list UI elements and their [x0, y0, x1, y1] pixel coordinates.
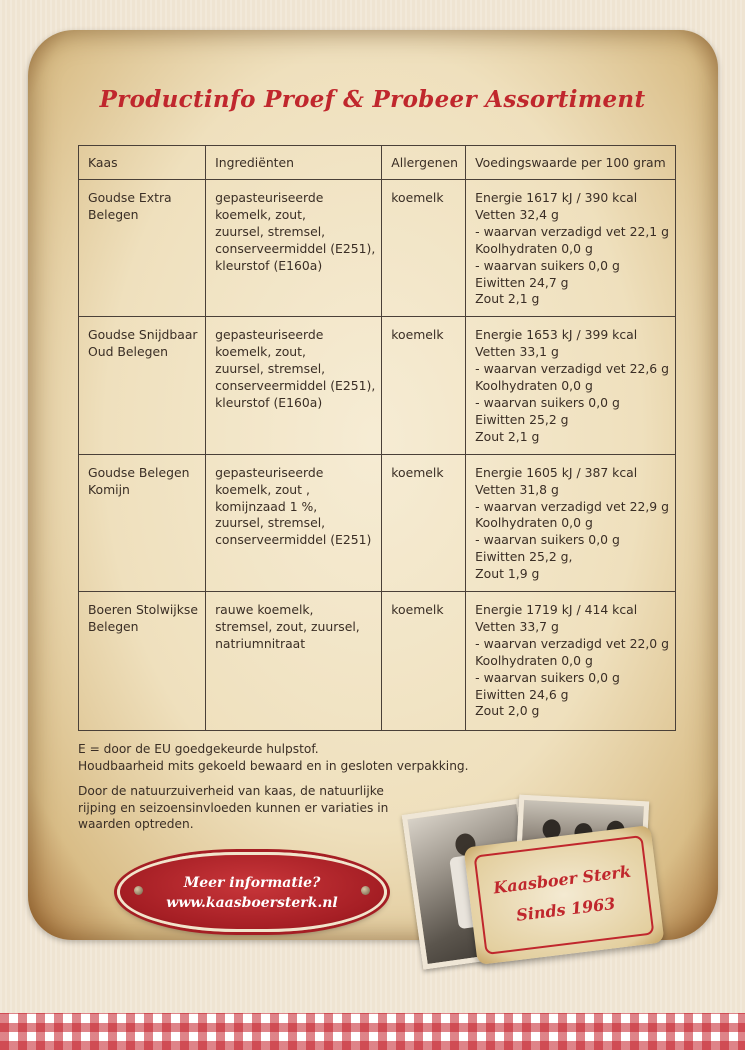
cell-kaas	[79, 317, 206, 454]
cell-line: Eiwitten 24,6 g	[475, 686, 569, 702]
cell-line: Belegen	[88, 206, 139, 222]
storage-note: Houdbaarheid mits gekoeld bewaard en in gesloten verpakking.	[78, 758, 469, 773]
cell-line: koemelk, zout,	[215, 344, 306, 360]
cell-line: Zout 2,1 g	[475, 428, 540, 444]
product-info-table	[78, 145, 676, 731]
cell-line: kleurstof (E160a)	[215, 394, 323, 410]
cell-line: - waarvan verzadigd vet 22,1 g	[475, 223, 669, 239]
cell-line: komijnzaad 1 %,	[215, 498, 318, 514]
cell-allergenen: koemelk	[382, 454, 466, 591]
brand-label	[464, 825, 665, 965]
cell-line: Koolhydraten 0,0 g	[475, 240, 593, 256]
cell-line: Goudse Snijdbaar	[88, 327, 198, 343]
cell-allergenen: koemelk	[382, 592, 466, 731]
cell-line: Belegen	[88, 618, 139, 634]
cell-line: gepasteuriseerde	[215, 190, 324, 205]
table-row	[79, 180, 676, 317]
cell-line: Oud Belegen	[88, 344, 168, 360]
cell-line: Eiwitten 25,2 g,	[475, 549, 573, 565]
cell-line: Eiwitten 25,2 g	[475, 411, 569, 427]
cell-line: Koolhydraten 0,0 g	[475, 378, 593, 394]
cell-line: - waarvan verzadigd vet 22,0 g	[475, 635, 669, 651]
cell-allergenen: koemelk	[382, 317, 466, 454]
cell-line: Energie 1617 kJ / 390 kcal	[475, 190, 638, 205]
cell-voedingswaarde	[466, 317, 676, 454]
e-number-note: E = door de EU goedgekeurde hulpstof.	[78, 742, 319, 756]
header-kaas: Kaas	[79, 146, 206, 180]
cell-line: Energie 1653 kJ / 399 kcal	[475, 327, 638, 343]
cell-line: Eiwitten 24,7 g	[475, 274, 569, 290]
cell-line: zuursel, stremsel,	[215, 515, 326, 531]
cell-line: conserveermiddel (E251),	[215, 240, 376, 256]
variation-disclaimer: Door de natuurzuiverheid van kaas, de natuurlijke rijping en seizoensinvloeden kunnen er variaties in waarden optreden.	[78, 784, 389, 831]
cell-line: Goudse Belegen	[88, 464, 190, 480]
cell-line: gepasteuriseerde	[215, 464, 324, 480]
cell-line: stremsel, zout, zuursel,	[215, 618, 360, 634]
cell-line: Energie 1605 kJ / 387 kcal	[475, 464, 638, 480]
screw-icon	[361, 886, 370, 895]
cell-line: - waarvan suikers 0,0 g	[475, 532, 620, 548]
screw-icon	[134, 886, 143, 895]
cell-line: Koolhydraten 0,0 g	[475, 652, 593, 668]
cell-line: conserveermiddel (E251),	[215, 378, 376, 394]
cell-line: Vetten 33,7 g	[475, 618, 559, 634]
more-info-label: Meer informatie?	[183, 875, 321, 891]
cell-line: Komijn	[88, 481, 130, 497]
cell-voedingswaarde	[466, 592, 676, 731]
cell-voedingswaarde	[466, 454, 676, 591]
cell-line: conserveermiddel (E251)	[215, 532, 372, 548]
cell-kaas	[79, 592, 206, 731]
cell-line: Koolhydraten 0,0 g	[475, 515, 593, 531]
table-header-row	[79, 146, 676, 180]
cell-line: - waarvan verzadigd vet 22,6 g	[475, 361, 669, 377]
cell-line: koemelk, zout ,	[215, 481, 310, 497]
header-voedingswaarde: Voedingswaarde per 100 gram	[466, 146, 676, 180]
cell-line: gepasteuriseerde	[215, 327, 324, 343]
brand-name: Kaasboer Sterk	[492, 861, 632, 898]
cell-line: kleurstof (E160a)	[215, 257, 323, 273]
cell-line: rauwe koemelk,	[215, 602, 314, 618]
cell-kaas	[79, 454, 206, 591]
cell-ingredienten	[206, 317, 382, 454]
cell-line: Vetten 33,1 g	[475, 344, 559, 360]
cell-line: natriumnitraat	[215, 635, 306, 651]
page-title: Productinfo Proef & Probeer Assortiment	[99, 86, 646, 113]
cell-line: zuursel, stremsel,	[215, 361, 326, 377]
brand-label-frame	[474, 835, 655, 955]
header-ingredienten: Ingrediënten	[206, 146, 382, 180]
cell-ingredienten	[206, 180, 382, 317]
cell-line: - waarvan verzadigd vet 22,9 g	[475, 498, 669, 514]
cell-line: Zout 2,0 g	[475, 703, 540, 719]
cell-line: koemelk, zout,	[215, 206, 306, 222]
header-allergenen: Allergenen	[382, 146, 466, 180]
cell-line: Zout 2,1 g	[475, 291, 540, 307]
website-link[interactable]: www.kaasboersterk.nl	[166, 895, 338, 911]
more-info-badge[interactable]	[117, 852, 387, 932]
cell-line: Zout 1,9 g	[475, 566, 540, 582]
cell-line: Goudse Extra	[88, 190, 172, 205]
cell-ingredienten	[206, 592, 382, 731]
checkered-tablecloth-border	[0, 1013, 745, 1050]
cell-line: Boeren Stolwijkse	[88, 602, 198, 618]
table-row	[79, 317, 676, 454]
cell-voedingswaarde	[466, 180, 676, 317]
cell-line: - waarvan suikers 0,0 g	[475, 394, 620, 410]
cell-line: Energie 1719 kJ / 414 kcal	[475, 602, 638, 618]
cell-line: - waarvan suikers 0,0 g	[475, 669, 620, 685]
cell-line: Vetten 32,4 g	[475, 206, 559, 222]
cell-line: zuursel, stremsel,	[215, 223, 326, 239]
cell-line: Vetten 31,8 g	[475, 481, 559, 497]
brand-since: Sinds 1963	[515, 893, 617, 925]
cell-kaas	[79, 180, 206, 317]
cell-allergenen: koemelk	[382, 180, 466, 317]
table-row	[79, 454, 676, 591]
cell-ingredienten	[206, 454, 382, 591]
cell-line: - waarvan suikers 0,0 g	[475, 257, 620, 273]
table-row	[79, 592, 676, 731]
